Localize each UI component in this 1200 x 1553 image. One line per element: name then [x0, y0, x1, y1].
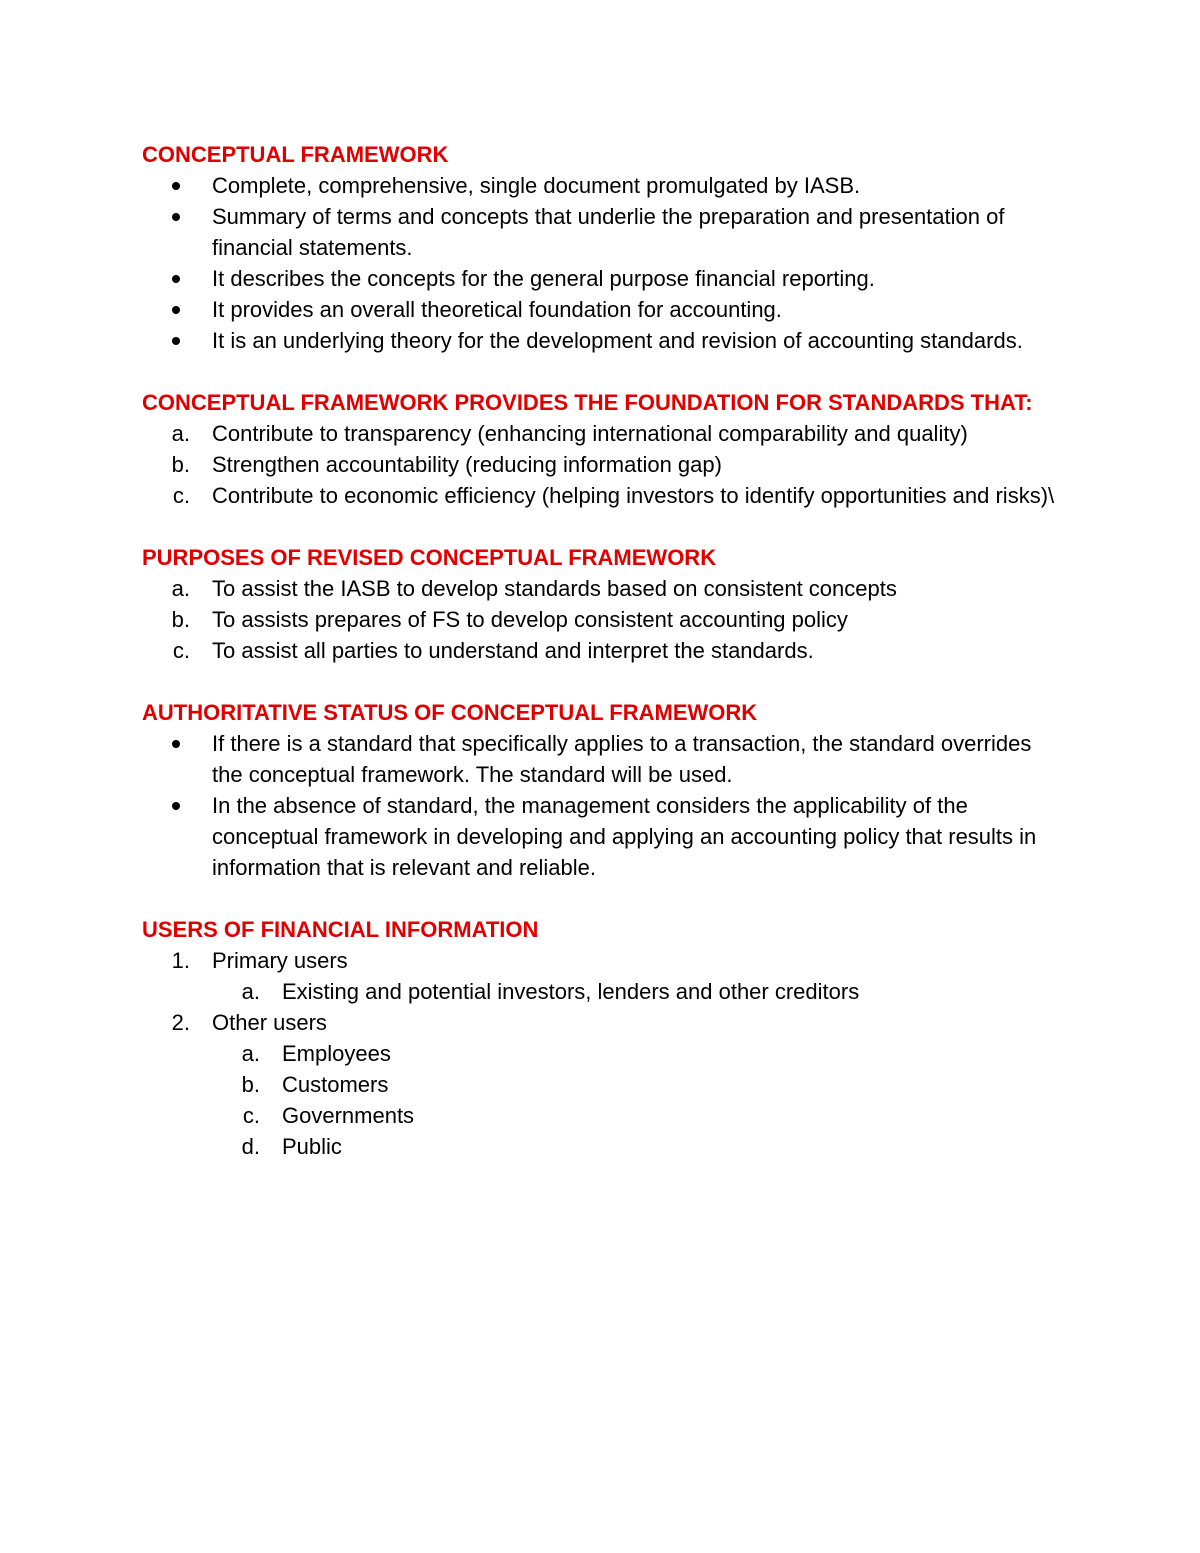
section-heading: USERS OF FINANCIAL INFORMATION: [142, 917, 539, 942]
sub-list: [212, 1038, 1062, 1162]
list-marker: c.: [242, 1103, 260, 1128]
bullet-icon: [172, 213, 180, 221]
sub-list-item: a. Existing and potential investors, lenders and other creditors: [212, 976, 1062, 1007]
bullet-list: [142, 170, 1062, 356]
list-item: c. To assist all parties to understand and interpret the standards.: [142, 635, 1062, 666]
list-item: a. Contribute to transparency (enhancing international comparability and quality): [142, 418, 1062, 449]
list-marker: 1.: [171, 948, 190, 973]
section-authoritative-status: [142, 697, 1062, 883]
list-marker: a.: [171, 421, 190, 446]
sub-list-item: d. Public: [212, 1131, 1062, 1162]
list-item: It provides an overall theoretical foundation for accounting.: [142, 294, 1062, 325]
list-marker: a.: [241, 979, 260, 1004]
list-marker: 2.: [171, 1010, 190, 1035]
list-item: a. To assist the IASB to develop standards based on consistent concepts: [142, 573, 1062, 604]
lettered-list: [142, 573, 1062, 666]
bullet-icon: [172, 740, 180, 748]
numbered-list: [142, 945, 1062, 1162]
bullet-list: [142, 728, 1062, 883]
list-marker: c.: [172, 483, 190, 508]
sub-list-item: c. Governments: [212, 1100, 1062, 1131]
section-heading: CONCEPTUAL FRAMEWORK PROVIDES THE FOUNDATION FOR STANDARDS THAT:: [142, 390, 1033, 415]
list-item: Complete, comprehensive, single document promulgated by IASB.: [142, 170, 1062, 201]
list-marker: b.: [171, 607, 190, 632]
sub-list-item: b. Customers: [212, 1069, 1062, 1100]
list-marker: a.: [241, 1041, 260, 1066]
section-purposes: [142, 542, 1062, 666]
list-marker: d.: [241, 1134, 260, 1159]
list-marker: a.: [171, 576, 190, 601]
lettered-list: [142, 418, 1062, 511]
list-item: b. Strengthen accountability (reducing information gap): [142, 449, 1062, 480]
bullet-icon: [172, 802, 180, 810]
section-heading: PURPOSES OF REVISED CONCEPTUAL FRAMEWORK: [142, 545, 717, 570]
bullet-icon: [172, 182, 180, 190]
list-marker: b.: [241, 1072, 260, 1097]
list-item: Summary of terms and concepts that underlie the preparation and presentation of financial statements.: [142, 201, 1062, 263]
list-item: If there is a standard that specifically applies to a transaction, the standard overrides the conceptual framework. The standard will be used.: [142, 728, 1062, 790]
list-marker: b.: [171, 452, 190, 477]
list-item: It describes the concepts for the general purpose financial reporting.: [142, 263, 1062, 294]
bullet-icon: [172, 275, 180, 283]
bullet-icon: [172, 337, 180, 345]
list-item: c. Contribute to economic efficiency (helping investors to identify opportunities and risks)\: [142, 480, 1062, 511]
section-heading: AUTHORITATIVE STATUS OF CONCEPTUAL FRAMEWORK: [142, 700, 758, 725]
bullet-icon: [172, 306, 180, 314]
list-item: b. To assists prepares of FS to develop consistent accounting policy: [142, 604, 1062, 635]
sub-list: [212, 976, 1062, 1007]
list-item: 2. Other users a. Employees b. Customers c. Governments d. Public: [142, 1007, 1062, 1162]
section-foundation-for-standards: [142, 387, 1062, 511]
list-item: 1. Primary users a. Existing and potential investors, lenders and other creditors: [142, 945, 1062, 1007]
list-marker: c.: [172, 638, 190, 663]
section-heading: CONCEPTUAL FRAMEWORK: [142, 142, 449, 167]
document-page: [142, 139, 1062, 1162]
list-item: In the absence of standard, the management considers the applicability of the conceptual framework in developing and applying an accounting policy that results in information that is relevant and reliable.: [142, 790, 1062, 883]
section-users: [142, 914, 1062, 1162]
sub-list-item: a. Employees: [212, 1038, 1062, 1069]
list-item: It is an underlying theory for the development and revision of accounting standards.: [142, 325, 1062, 356]
section-conceptual-framework: [142, 139, 1062, 356]
